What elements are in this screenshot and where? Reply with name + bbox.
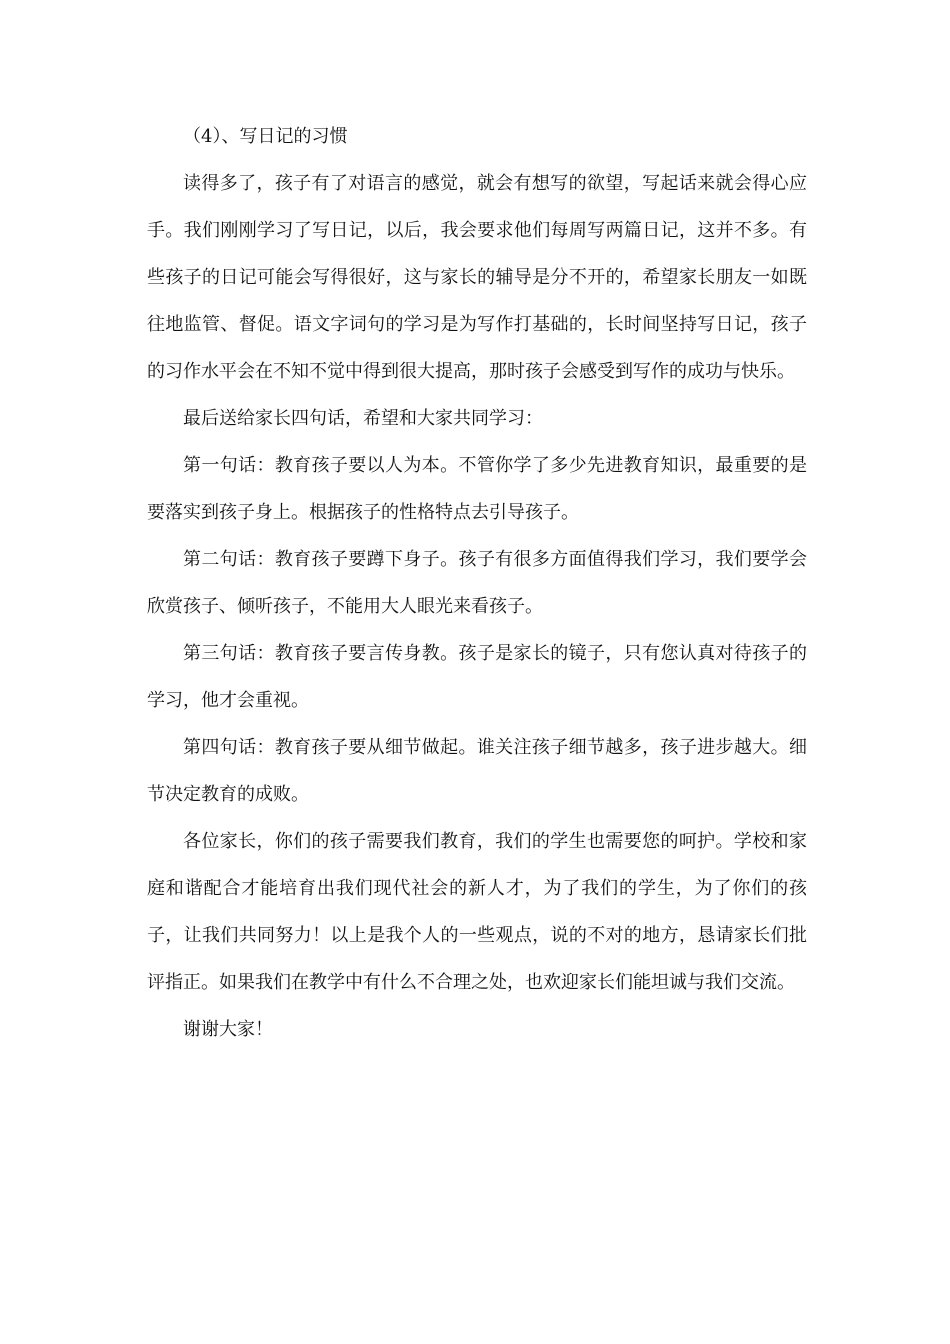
paragraph-thanks: 谢谢大家！ <box>183 1019 273 1040</box>
paragraph-third-sentence: 第三句话：教育孩子要言传身教。孩子是家长的镜子，只有您认真对待孩子的学习，他才会重视。 <box>147 643 807 711</box>
paragraph-first-sentence: 第一句话：教育孩子要以人为本。不管你学了多少先进教育知识，最重要的是要落实到孩子身上。根据孩子的性格特点去引导孩子。 <box>147 455 807 523</box>
paragraph-second-sentence: 第二句话：教育孩子要蹲下身子。孩子有很多方面值得我们学习，我们要学会欣赏孩子、倾听孩子，不能用大人眼光来看孩子。 <box>147 549 807 617</box>
paragraph-fourth-sentence: 第四句话：教育孩子要从细节做起。谁关注孩子细节越多，孩子进步越大。细节决定教育的成败。 <box>147 737 807 805</box>
paragraph-diary-habit: 读得多了，孩子有了对语言的感觉，就会有想写的欲望，写起话来就会得心应手。我们刚刚学习了写日记，以后，我会要求他们每周写两篇日记，这并不多。有些孩子的日记可能会写得很好，这与家长的辅导是分不开的，希望家长朋友一如既往地监管、督促。语文字词句的学习是为写作打基础的，长时间坚持写日记，孩子的习作水平会在不知不觉中得到很大提高，那时孩子会感受到写作的成功与快乐。 <box>147 173 807 382</box>
section-heading: （4）、写日记的习惯 <box>183 126 348 147</box>
paragraph-closing-remarks: 各位家长，你们的孩子需要我们教育，我们的学生也需要您的呵护。学校和家庭和谐配合才能培育出我们现代社会的新人才，为了我们的学生，为了你们的孩子，让我们共同努力！以上是我个人的一些观点，说的不对的地方，恳请家长们批评指正。如果我们在教学中有什么不合理之处，也欢迎家长们能坦诚与我们交流。 <box>147 831 807 993</box>
paragraph-four-sentences-intro: 最后送给家长四句话，希望和大家共同学习： <box>183 408 543 429</box>
document-body <box>147 120 807 1053</box>
